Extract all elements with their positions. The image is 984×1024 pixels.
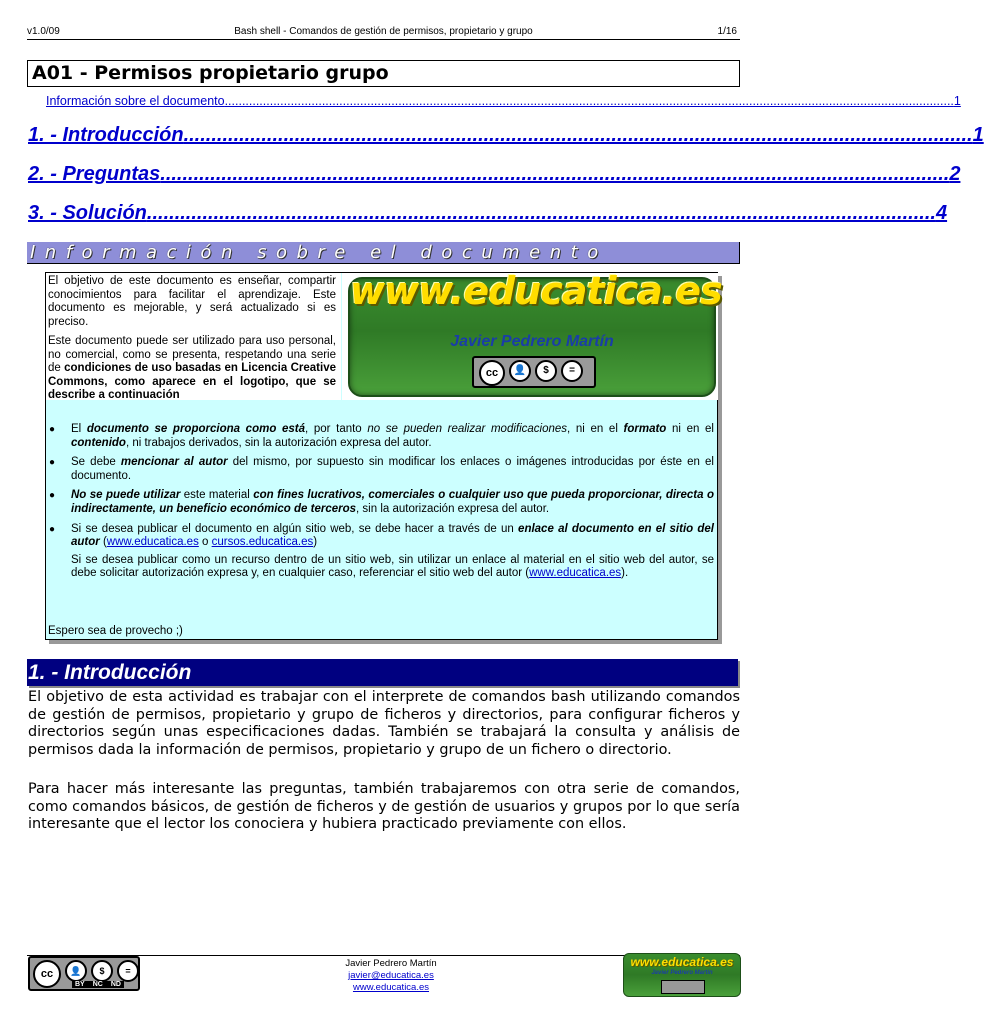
text-span: con fines lucrativos, comerciales o cualquier uso que pueda proporcionar, directa o indirectamente, un beneficio económico de terceros: [71, 489, 714, 515]
text-span: mencionar al autor: [120, 456, 228, 469]
info-paragraph-2: [48, 335, 336, 403]
header-title: Bash shell - Comandos de gestión de permisos, propietario y grupo: [234, 26, 533, 37]
footer-web-link[interactable]: www.educatica.es: [352, 982, 430, 993]
section-heading-introduccion: 1. - Introducción: [27, 659, 738, 686]
info-paragraph-2-bold: condiciones de uso basadas en Licencia Creative Commons, como aparece en el logotipo, que se describe a continuación: [48, 362, 336, 402]
footer-author-block: [250, 958, 532, 994]
text-span: no se pueden realizar modificaciones: [367, 423, 568, 435]
text-span: ).: [621, 567, 629, 580]
toc-item-introduccion[interactable]: [28, 124, 984, 147]
closing-text: Espero sea de provecho ;): [48, 625, 183, 637]
text-span: ni en el: [666, 423, 714, 435]
list-item: [48, 523, 714, 550]
toc-info-page[interactable]: 1: [953, 94, 961, 108]
toc-leader-dots: ..............................................................................................................................................: [160, 163, 950, 185]
nd-equals-icon: =: [117, 960, 139, 982]
toc-item-preguntas[interactable]: [28, 163, 961, 186]
footer-logo-cc-icon: [661, 980, 705, 994]
info-paragraph-2-text: Este documento puede ser utilizado para uso personal, no comercial, como se presenta, respetando una serie de: [48, 335, 336, 375]
bullet-icon: ●: [49, 523, 56, 535]
toc-item-label[interactable]: 3. - Solución: [28, 202, 147, 224]
text-span: Si se desea publicar como un recurso dentro de un sitio web, sin utilizar un enlace al material en el sitio web del autor, se debe solicitar autorización expresa y, en cualquier caso, referenciar el sitio web del autor (: [71, 553, 714, 580]
list-item: [48, 489, 714, 516]
text-span: El: [71, 423, 87, 435]
cc-icon: cc: [33, 960, 61, 988]
cc-label-nd: ND: [110, 981, 121, 988]
intro-paragraph-1: El objetivo de esta actividad es trabajar con el interprete de comandos bash utilizando comandos de gestión de permisos, propietario y grupo de ficheros y directorios, para configurar ficheros y directorios según unas especificaciones dadas. También se trabajará la consulta y análisis de permisos dada la información de permisos, propietario y grupo de un fichero o directorio.: [28, 689, 740, 758]
text-span: Si se desea publicar el documento en algún sitio web, se debe hacer a través de un: [71, 522, 519, 535]
text-span: , sin la autorización expresa del autor.: [356, 502, 550, 515]
toc-info-label[interactable]: Información sobre el documento: [46, 94, 225, 108]
list-item: [48, 456, 714, 483]
text-span: documento se proporciona como está: [86, 423, 306, 435]
list-item-continuation: [48, 554, 714, 581]
bullet-icon: ●: [49, 457, 56, 469]
text-span: (: [99, 536, 107, 549]
toc-leader-dots: ..............................................................................................................................................: [146, 202, 936, 224]
text-span: contenido: [71, 436, 126, 449]
toc-item-page[interactable]: 4: [935, 202, 948, 224]
by-person-icon: 👤: [65, 960, 87, 982]
document-title: A01 - Permisos propietario grupo: [27, 60, 740, 87]
toc-item-solucion[interactable]: [28, 202, 948, 225]
toc-item-page[interactable]: 1: [972, 124, 984, 146]
nc-dollar-icon: $: [91, 960, 113, 982]
intro-paragraph-2: Para hacer más interesante las preguntas, también trabajaremos con otra serie de comandos, como comandos básicos, de gestión de ficheros y de gestión de usuarios y grupos por lo que sería interesante que el lector los conociera y hubiera practicado previamente con ellos.: [28, 781, 740, 832]
text-span: ): [313, 536, 318, 549]
logo-badge: [348, 269, 722, 397]
cursos-educatica-link[interactable]: cursos.educatica.es: [211, 536, 314, 549]
text-span: enlace al documento en el sitio del autor: [71, 522, 714, 549]
text-span: Se debe: [71, 456, 121, 469]
creative-commons-badge: [28, 956, 140, 991]
by-person-icon: 👤: [509, 360, 531, 382]
toc-item-page[interactable]: 2: [949, 163, 961, 185]
toc-item-label[interactable]: 2. - Preguntas: [28, 163, 161, 185]
nc-dollar-icon: $: [535, 360, 557, 382]
footer-educatica-logo: [623, 953, 741, 997]
footer-author: Javier Pedrero Martín: [345, 958, 437, 969]
logo-url-text: www.educatica.es: [350, 269, 722, 313]
text-span: , ni en el: [567, 423, 624, 435]
page-header: [27, 26, 740, 40]
page-number: 1/16: [717, 26, 737, 37]
toc-leader-dots: ..............................................................................................................................................: [183, 124, 973, 146]
bullet-icon: ●: [49, 490, 56, 502]
cc-label-by: BY: [75, 981, 85, 988]
text-span: , ni trabajos derivados, sin la autorización expresa del autor.: [125, 436, 432, 449]
info-section-heading: Información sobre el documento: [27, 242, 740, 264]
creative-commons-icon: [472, 356, 596, 388]
text-span: o: [198, 536, 212, 549]
logo-author-name: Javier Pedrero Martín: [450, 333, 614, 350]
conditions-list: [48, 423, 714, 587]
text-span: , por tanto: [305, 423, 368, 435]
text-span: este material: [180, 489, 254, 502]
info-box: [45, 269, 722, 640]
info-paragraph-1: El objetivo de este documento es enseñar, compartir conocimientos para facilitar el aprendizaje. Este documento es mejorable, y será actualizado si es preciso.: [48, 275, 336, 328]
educatica-link[interactable]: www.educatica.es: [106, 536, 199, 549]
text-span: No se puede utilizar: [71, 489, 181, 502]
toc-item-label[interactable]: 1. - Introducción: [28, 124, 184, 146]
educatica-link[interactable]: www.educatica.es: [529, 567, 622, 580]
cc-label-nc: NC: [92, 981, 103, 988]
toc-item-info[interactable]: [46, 94, 961, 108]
footer-logo-name: Javier Pedrero Martín: [651, 970, 713, 976]
version-label: v1.0/09: [27, 26, 60, 37]
educatica-logo: [342, 269, 722, 400]
cc-labels: [72, 981, 124, 988]
text-span: del mismo, por supuesto sin modificar los enlaces o imágenes introducidas por éste en el documento.: [71, 456, 714, 482]
list-item: [48, 423, 714, 450]
cc-icon: cc: [479, 360, 505, 386]
footer-email-link[interactable]: javier@educatica.es: [348, 970, 434, 981]
toc-leader-dots: ..................................................................................................................................................................................................................: [224, 94, 954, 108]
footer-logo-url: www.educatica.es: [630, 955, 734, 969]
bullet-icon: ●: [49, 424, 56, 435]
nd-equals-icon: =: [561, 360, 583, 382]
text-span: formato: [623, 423, 667, 435]
